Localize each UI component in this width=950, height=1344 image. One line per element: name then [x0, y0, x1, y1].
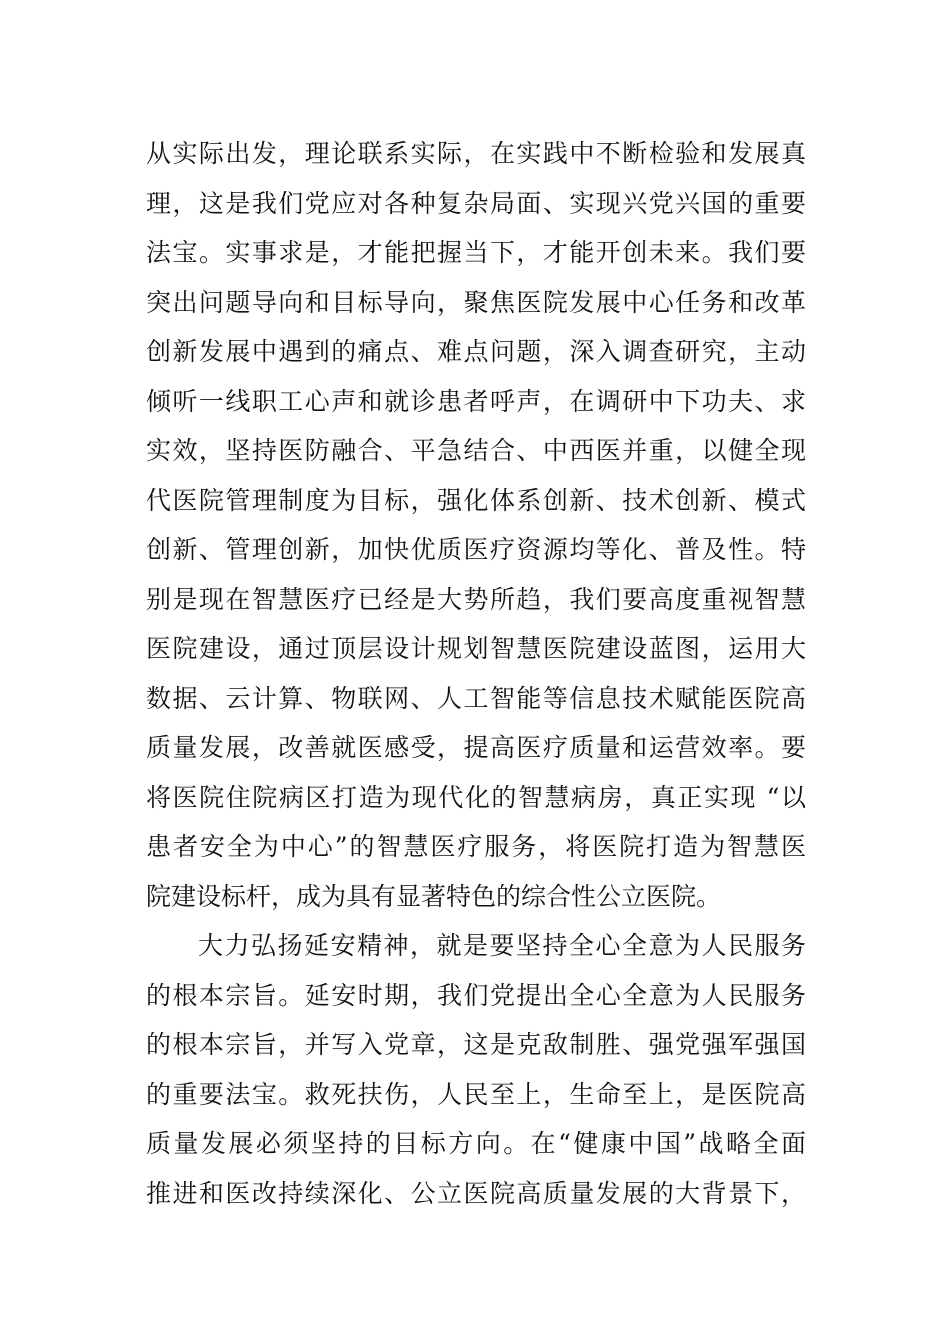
text-line: 代医院管理制度为目标，强化体系创新、技术创新、模式 [146, 485, 806, 515]
text-line: 患者安全为中心”的智慧医疗服务，将医院打造为智慧医 [146, 832, 806, 861]
text-line: 质量发展，改善就医感受，提高医疗质量和运营效率。要 [146, 733, 806, 762]
text-line: 质量发展必须坚持的目标方向。在“健康中国”战略全面 [146, 1129, 806, 1158]
text-line: 的重要法宝。救死扶伤，人民至上，生命至上，是医院高 [146, 1079, 806, 1109]
text-line: 的根本宗旨。延安时期，我们党提出全心全意为人民服务 [146, 980, 806, 1010]
text-line: 数据、云计算、物联网、人工智能等信息技术赋能医院高 [146, 683, 806, 713]
text-line: 实效，坚持医防融合、平急结合、中西医并重，以健全现 [146, 436, 806, 465]
text-line: 理，这是我们党应对各种复杂局面、实现兴党兴国的重要 [146, 188, 806, 218]
text-line: 倾听一线职工心声和就诊患者呼声，在调研中下功夫、求 [146, 386, 806, 416]
text-line: 突出问题导向和目标导向，聚焦医院发展中心任务和改革 [146, 287, 806, 317]
document-body [146, 129, 806, 1218]
text-line: 大力弘扬延安精神，就是要坚持全心全意为人民服务 [198, 931, 806, 960]
text-line: 创新、管理创新，加快优质医疗资源均等化、普及性。特 [146, 535, 806, 564]
text-line: 医院建设，通过顶层设计规划智慧医院建设蓝图，运用大 [146, 634, 806, 663]
text-line: 别是现在智慧医疗已经是大势所趋，我们要高度重视智慧 [146, 584, 806, 614]
text-line: 院建设标杆，成为具有显著特色的综合性公立医院。 [146, 881, 722, 911]
text-line: 推进和医改持续深化、公立医院高质量发展的大背景下， [146, 1178, 806, 1208]
text-line: 的根本宗旨，并写入党章，这是克敌制胜、强党强军强国 [146, 1030, 806, 1059]
text-line: 法宝。实事求是，才能把握当下，才能开创未来。我们要 [146, 238, 806, 267]
text-line: 创新发展中遇到的痛点、难点问题，深入调查研究，主动 [146, 337, 806, 366]
text-line: 从实际出发，理论联系实际，在实践中不断检验和发展真 [146, 139, 806, 168]
text-line: 将医院住院病区打造为现代化的智慧病房，真正实现 “以 [146, 782, 806, 812]
